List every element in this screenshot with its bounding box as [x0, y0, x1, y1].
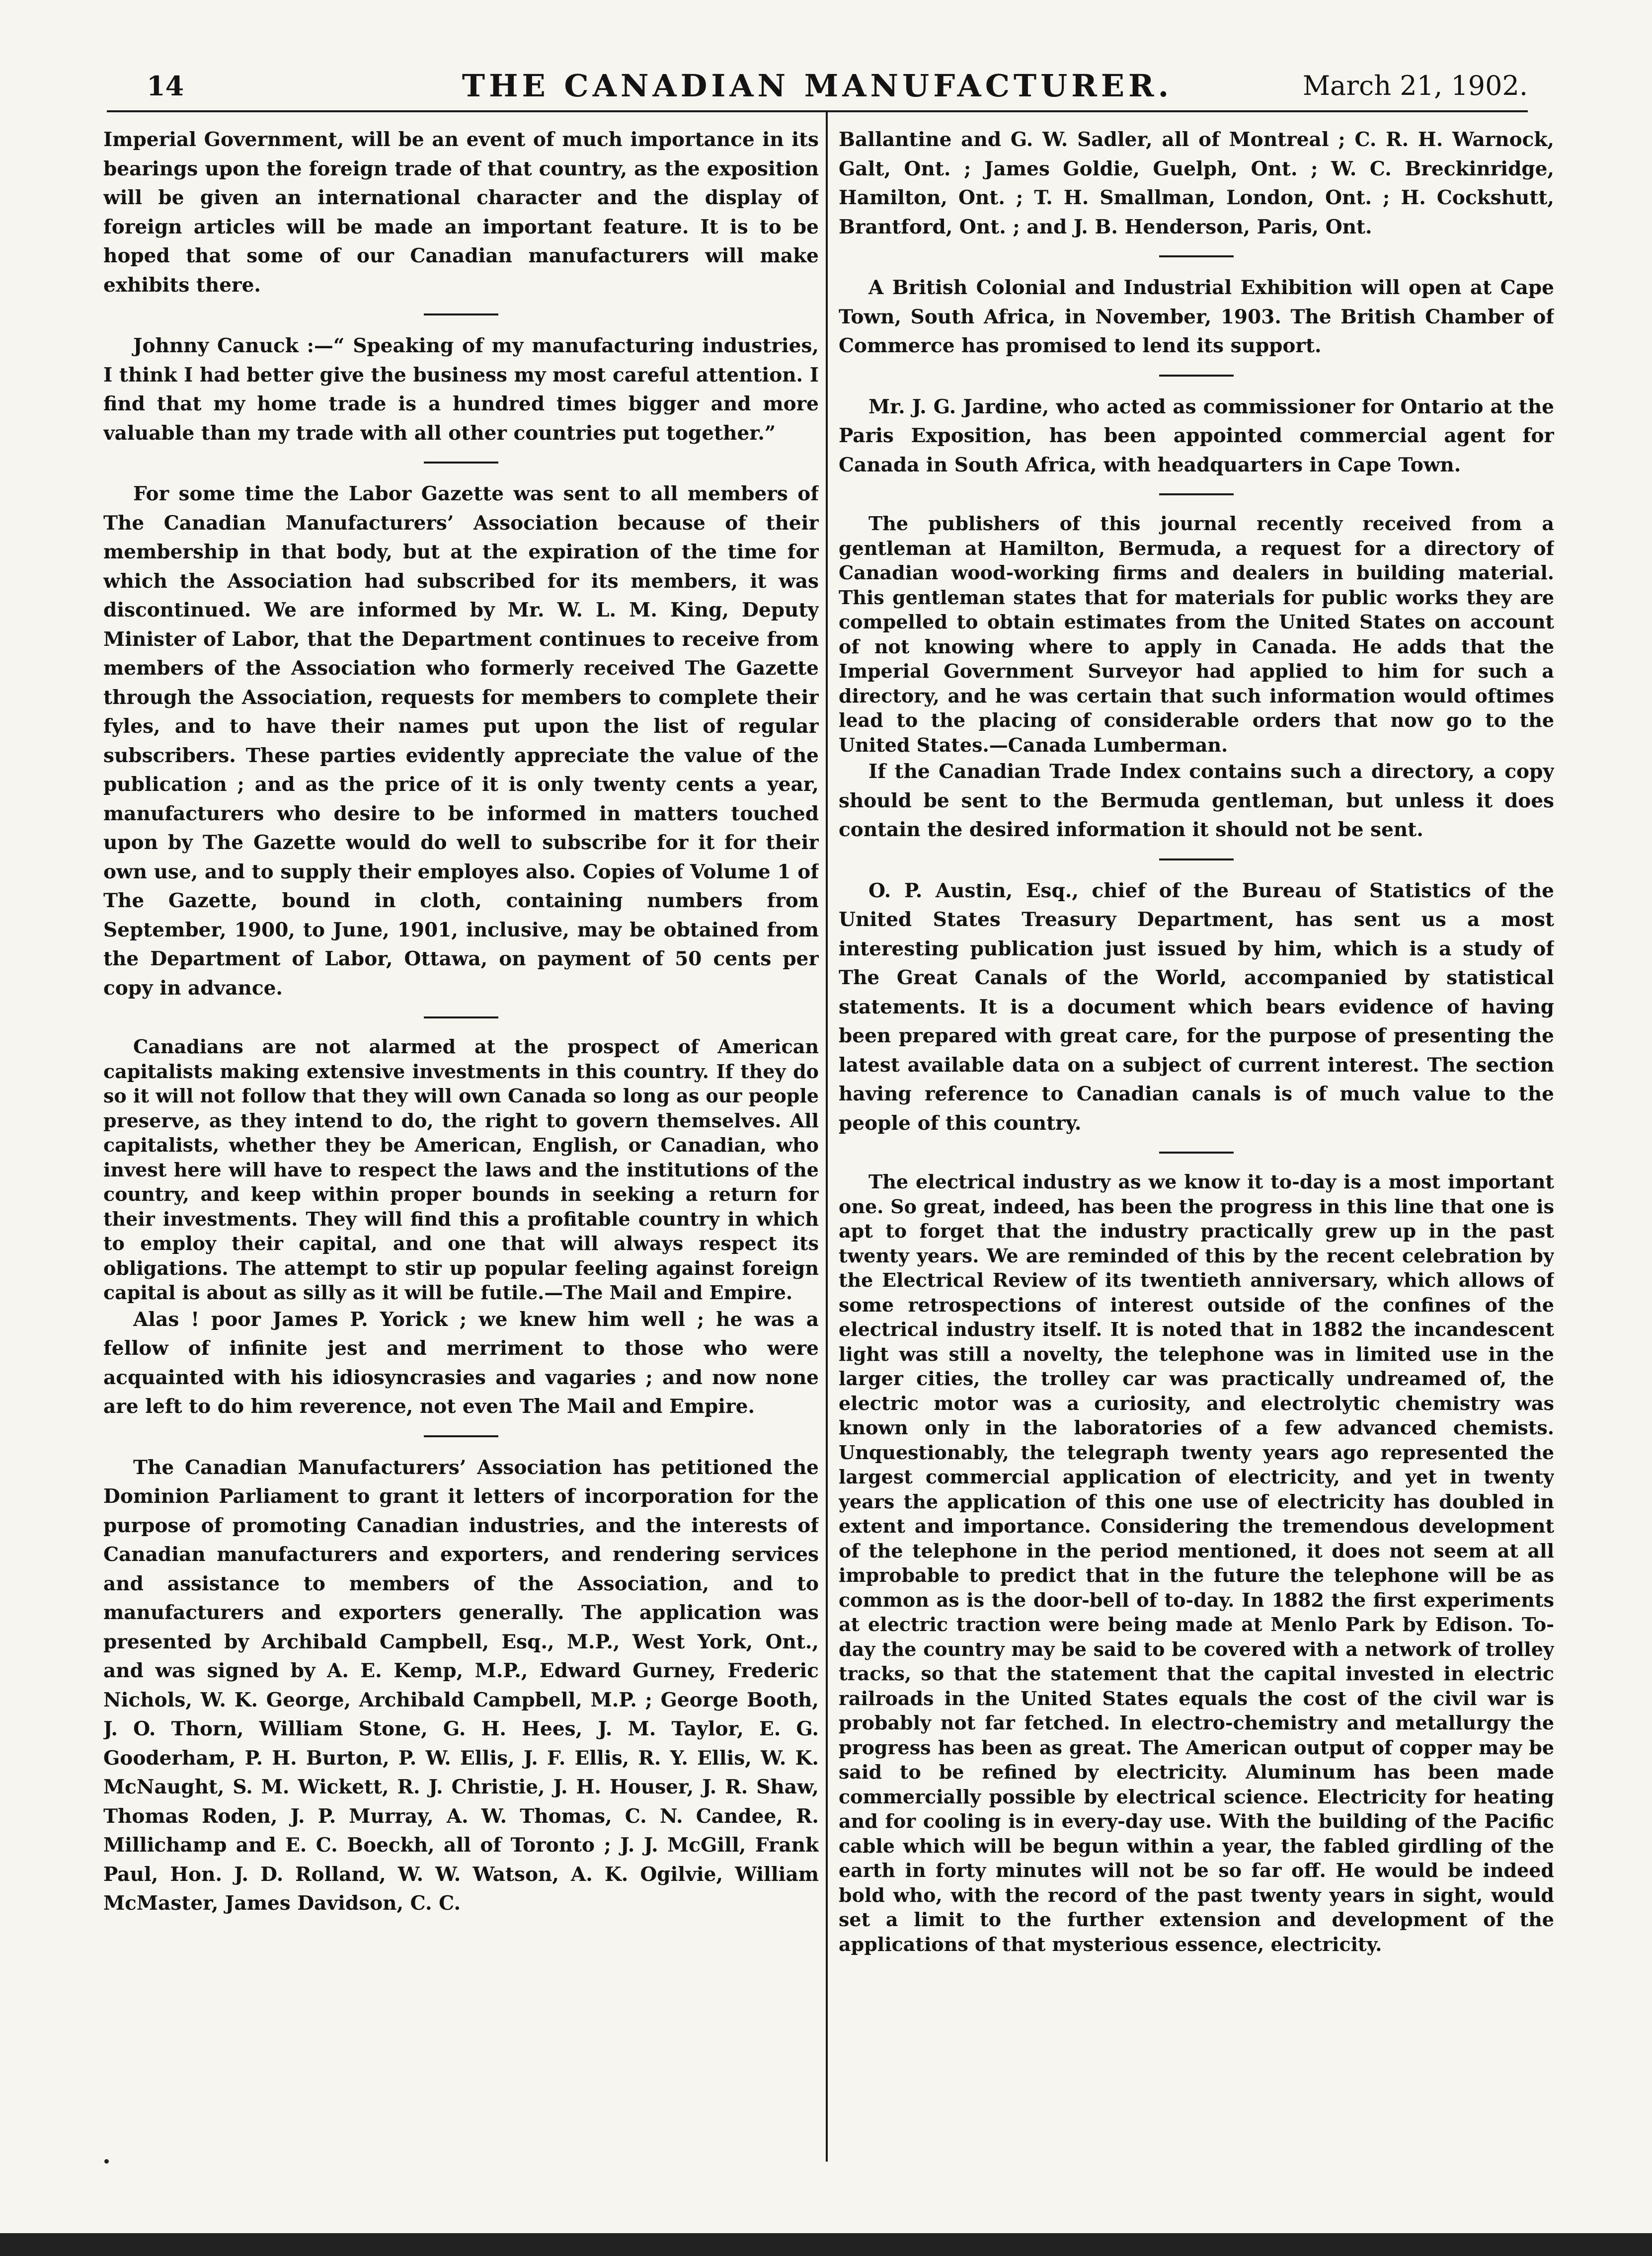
article-paragraph: A British Colonial and Industrial Exhibition will open at Cape Town, South Africa, in November, 1903. The British Chamber of Commerce has promised to lend its support.	[839, 276, 1554, 357]
article-paragraph: For some time the Labor Gazette was sent to all members of The Canadian Manufacturers’ Association because of their membership in that body, but at the expiration of the time for which the Association had subscribed for its members, it was discontinued. We are informed by Mr. W. L. M. King, Deputy Minister of Labor, that the Department continues to receive from members of the Association who formerly received The Gazette through the Association, requests for members to complete their fyles, and to have their names put upon the list of regular subscribers. These parties evidently appreciate the value of the publication ; and as the price of it is only twenty cents a year, manufacturers who desire to be informed in matters touched upon by The Gazette would do well to subscribe for it for their own use, and to supply their employes also. Copies of Volume 1 of The Gazette, bound in cloth, containing numbers from September, 1900, to June, 1901, inclusive, may be obtained from the Department of Labor, Ottawa, on payment of 50 cents per copy in advance.	[103, 482, 819, 1000]
issue-date: March 21, 1902.	[1302, 70, 1528, 101]
article-separator	[424, 1435, 498, 1437]
page-number: 14	[147, 70, 184, 102]
right-column	[839, 125, 1554, 2157]
article-separator	[1159, 255, 1234, 257]
article-paragraph: Johnny Canuck :—“ Speaking of my manufacturing industries, I think I had better give the business my most careful attention. I find that my home trade is a hundred times bigger and more valuable than my trade with all other countries put together.”	[103, 334, 819, 445]
article-separator	[1159, 1152, 1234, 1154]
article-paragraph: The Canadian Manufacturers’ Association has petitioned the Dominion Parliament to grant it letters of incorporation for the purpose of promoting Canadian industries, and the interests of Canadian manufacturers and exporters, and rendering services and assistance to members of the Association, and to manufacturers and exporters generally. The application was presented by Archibald Campbell, Esq., M.P., West York, Ont., and was signed by A. E. Kemp, M.P., Edward Gurney, Frederic Nichols, W. K. George, Archibald Campbell, M.P. ; George Booth, J. O. Thorn, William Stone, G. H. Hees, J. M. Taylor, E. G. Gooderham, P. H. Burton, P. W. Ellis, J. F. Ellis, R. Y. Ellis, W. K. McNaught, S. M. Wickett, R. J. Christie, J. H. Houser, J. R. Shaw, Thomas Roden, J. P. Murray, A. W. Thomas, C. N. Candee, R. Millichamp and E. C. Boeckh, all of Toronto ; J. J. McGill, Frank Paul, Hon. J. D. Rolland, W. W. Watson, A. K. Ogilvie, William McMaster, James Davidson, C. C.	[103, 1456, 819, 1915]
article-paragraph: If the Canadian Trade Index contains such a directory, a copy should be sent to the Bermuda gentleman, but unless it does contain the desired information it should not be sent.	[839, 760, 1554, 841]
article-separator	[1159, 375, 1234, 377]
column-divider	[826, 112, 828, 2162]
article-paragraph: The electrical industry as we know it to-day is a most important one. So great, indeed, has been the progress in this line that one is apt to forget that the industry practically grew up in the past twenty years. We are reminded of this by the recent celebration by the Electrical Review of its twentieth anniversary, which allows of some retrospections of interest outside of the confines of the electrical industry itself. It is noted that in 1882 the incandescent light was still a novelty, the telephone was in limited use in the larger cities, the trolley car was practically undreamed of, the electric motor was a curiosity, and electrolytic chemistry was known only in the laboratories of a few advanced chemists. Unquestionably, the telegraph twenty years ago represented the largest commercial application of electricity, and yet in twenty years the application of this one use of electricity has doubled in extent and importance. Considering the tremendous development of the telephone in the period mentioned, it does not seem at all improbable to predict that in the future the telephone will be as common as is the door-bell of to-day. In 1882 the first experiments at electric traction were being made at Menlo Park by Edison. To-day the country may be said to be covered with a network of trolley tracks, so that the statement that the capital invested in electric railroads in the United States equals the cost of the civil war is probably not far fetched. In electro-chemistry and metallurgy the progress has been as great. The American output of copper may be said to be refined by electricity. Aluminum has been made commercially possible by electrical science. Electricity for heating and for cooling is in every-day use. With the building of the Pacific cable which will be begun within a year, the fabled girdling of the earth in forty minutes will not be so far off. He would be indeed bold who, with the record of the past twenty years in sight, would set a limit to the further extension and development of the applications of that mysterious essence, electricity.	[839, 1170, 1554, 1955]
article-paragraph: Mr. J. G. Jardine, who acted as commissioner for Ontario at the Paris Exposition, has been appointed commercial agent for Canada in South Africa, with headquarters in Cape Town.	[839, 395, 1554, 476]
page-bottom-edge	[0, 2233, 1652, 2256]
article-separator	[424, 1016, 498, 1018]
left-column	[103, 125, 819, 2157]
article-paragraph: O. P. Austin, Esq., chief of the Bureau of Statistics of the United States Treasury Department, has sent us a most interesting publication just issued by him, which is a study of The Great Canals of the World, accompanied by statistical statements. It is a document which bears evidence of having been prepared with great care, for the purpose of presenting the latest available data on a subject of current interest. The section having reference to Canadian canals is of much value to the people of this country.	[839, 879, 1554, 1135]
article-separator	[424, 313, 498, 315]
article-paragraph: The publishers of this journal recently received from a gentleman at Hamilton, Bermuda, a request for a directory of Canadian wood-working firms and dealers in building material. This gentleman states that for materials for public works they are compelled to obtain estimates from the United States on account of not knowing where to apply in Canada. He adds that the Imperial Government Surveyor had applied to him for such a directory, and he was certain that such information would oftimes lead to the placing of considerable orders that now go to the United States.—Canada Lumberman.	[839, 512, 1554, 756]
article-separator	[1159, 493, 1234, 495]
article-paragraph: Ballantine and G. W. Sadler, all of Montreal ; C. R. H. Warnock, Galt, Ont. ; James Goldie, Guelph, Ont. ; W. C. Breckinridge, Hamilton, Ont. ; T. H. Smallman, London, Ont. ; H. Cockshutt, Brantford, Ont. ; and J. B. Henderson, Paris, Ont.	[839, 128, 1554, 238]
header-rule	[107, 110, 1528, 112]
article-paragraph: Canadians are not alarmed at the prospect of American capitalists making extensive investments in this country. If they do so it will not follow that they will own Canada so long as our people preserve, as they intend to do, the right to govern themselves. All capitalists, whether they be American, English, or Canadian, who invest here will have to respect the laws and the institutions of the country, and keep within proper bounds in seeking a return for their investments. They will find this a profitable country in which to employ their capital, and one that will always respect its obligations. The attempt to stir up popular feeling against foreign capital is about as silly as it will be futile.—The Mail and Empire.	[103, 1035, 819, 1304]
page-header	[107, 59, 1528, 113]
article-paragraph: Alas ! poor James P. Yorick ; we knew him well ; he was a fellow of infinite jest and merriment to those who were acquainted with his idiosyncrasies and vagaries ; and now none are left to do him reverence, not even The Mail and Empire.	[103, 1308, 819, 1418]
article-separator	[1159, 858, 1234, 860]
article-paragraph: Imperial Government, will be an event of much importance in its bearings upon the foreign trade of that country, as the exposition will be given an international character and the display of foreign articles will be made an important feature. It is to be hoped that some of our Canadian manufacturers will make exhibits there.	[103, 128, 819, 297]
article-separator	[424, 462, 498, 464]
masthead-title: THE CANADIAN MANUFACTURER.	[462, 68, 1173, 104]
print-speck	[104, 2159, 109, 2164]
